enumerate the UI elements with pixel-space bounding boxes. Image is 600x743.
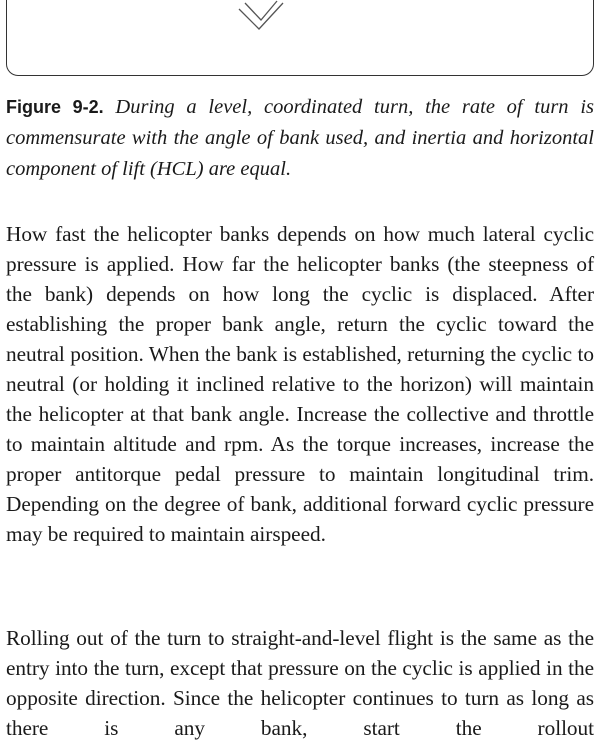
- figure-caption: [6, 92, 594, 185]
- body-paragraph-1: How fast the helicopter banks depends on how much lateral cyclic pressure is applied. How far the helicopter banks (the steepness of the bank) depends on how long the cyclic is displaced. After establishing the proper bank angle, return the cyclic toward the neutral position. When the bank is established, returning the cyclic to neutral (or holding it inclined relative to the horizon) will maintain the helicopter at that bank angle. Increase the collective and throttle to maintain altitude and rpm. As the torque increases, increase the proper antitorque pedal pressure to maintain longitudinal trim. Depending on the degree of bank, additional forward cyclic pressure may be required to maintain airspeed.: [6, 222, 594, 546]
- figure-arrow-fragment: [7, 0, 594, 76]
- figure-label: Figure 9-2.: [6, 97, 104, 117]
- figure-caption-text: During a level, coordinated turn, the rate of turn is commensurate with the angle of bank used, and inertia and horizontal component of lift (HCL) are equal.: [6, 96, 594, 180]
- body-paragraph-2: Rolling out of the turn to straight-and-level flight is the same as the entry into the turn, except that pressure on the cyclic is applied in the opposite direction. Since the helicopter continues to turn as long as there is any bank, start the rollout: [6, 626, 594, 740]
- figure-illustration-frame: [6, 0, 594, 76]
